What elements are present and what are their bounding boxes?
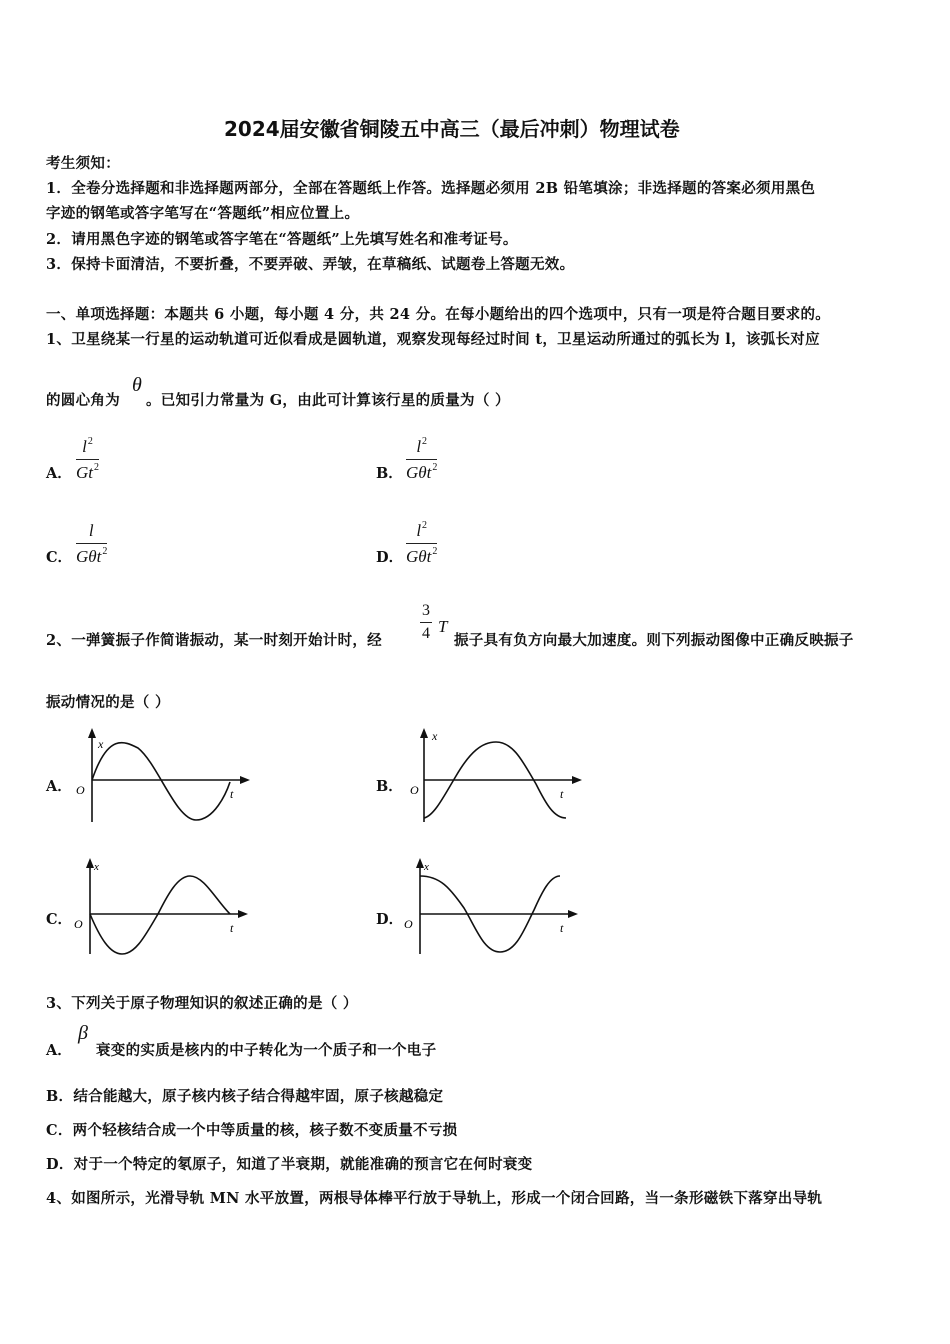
q2-fraction: 3 4	[422, 602, 430, 642]
graph-c-curve	[90, 876, 230, 954]
graph-d	[400, 858, 580, 958]
graph-c	[70, 858, 250, 958]
q3-option-a-label[interactable]: A．	[46, 1042, 72, 1059]
section-heading: 一、单项选择题：本题共 6 小题，每小题 4 分，共 24 分。在每小题给出的四个选项中，只有一项是符合题目要求的。	[46, 306, 831, 323]
graph-b	[404, 728, 584, 824]
q1-option-c-label[interactable]: C．	[46, 549, 73, 566]
q2-option-c-label[interactable]: C．	[46, 911, 73, 928]
q3-stem: 3、下列关于原子物理知识的叙述正确的是（ ）	[46, 995, 358, 1012]
notice-item: 1．全卷分选择题和非选择题两部分，全部在答题纸上作答。选择题必须用 2B 铅笔填涂；非选择题的答案必须用黑色	[46, 180, 816, 197]
graph-b-t-label: t	[560, 787, 564, 801]
q1-option-b-formula: $l^2$ Gθt$^2$	[406, 436, 438, 482]
theta-symbol: θ	[132, 374, 142, 396]
graph-a-curve	[92, 743, 230, 820]
notice-item: 2．请用黑色字迹的钢笔或答字笔在“答题纸”上先填写姓名和准考证号。	[46, 231, 518, 248]
q1-stem-line2-pre: 的圆心角为	[46, 392, 120, 409]
graph-d-t-arrow-icon	[568, 910, 578, 918]
graph-a-x-label: x	[98, 737, 104, 751]
graph-c-t-label: t	[230, 921, 234, 935]
graph-d-x-arrow-icon	[416, 858, 424, 868]
graph-a	[72, 728, 252, 824]
graph-c-x-label: x	[94, 861, 99, 873]
graph-c-t-arrow-icon	[238, 910, 248, 918]
graph-a-t-arrow-icon	[240, 776, 250, 784]
q1-option-a-label[interactable]: A．	[46, 465, 72, 482]
q2-option-d-label[interactable]: D．	[376, 911, 404, 928]
q1-option-d-formula: $l^2$ Gθt$^2$	[406, 520, 438, 566]
notice-item: 3．保持卡面清洁，不要折叠，不要弄破、弄皱，在草稿纸、试题卷上答题无效。	[46, 256, 575, 273]
graph-d-t-label: t	[560, 921, 564, 935]
q3-option-c[interactable]: C．两个轻核结合成一个中等质量的核，核子数不变质量不亏损	[46, 1122, 458, 1139]
q2-period-symbol: T	[438, 617, 448, 636]
graph-b-x-arrow-icon	[420, 728, 428, 738]
graph-d-origin-label: O	[404, 917, 413, 931]
graph-b-x-label: x	[432, 729, 438, 743]
q1-option-d-label[interactable]: D．	[376, 549, 404, 566]
q3-option-a-text: 衰变的实质是核内的中子转化为一个质子和一个电子	[96, 1042, 437, 1059]
graph-d-x-label: x	[424, 861, 429, 873]
graph-b-origin-label: O	[410, 783, 419, 797]
q3-option-b[interactable]: B．结合能越大，原子核内核子结合得越牢固，原子核越稳定	[46, 1088, 444, 1105]
q1-stem-line1: 1、卫星绕某一行星的运动轨道可近似看成是圆轨道，观察发现每经过时间 t，卫星运动所通过的弧长为 l，该弧长对应	[46, 331, 820, 348]
graph-a-origin-label: O	[76, 783, 85, 797]
q2-option-b-label[interactable]: B．	[376, 778, 403, 795]
q4-stem-line1: 4、如图所示，光滑导轨 MN 水平放置，两根导体棒平行放于导轨上，形成一个闭合回路，当一条形磁铁下落穿出导轨	[46, 1190, 823, 1207]
q2-stem-line1-pre: 2、一弹簧振子作简谐振动，某一时刻开始计时，经	[46, 632, 382, 649]
graph-c-origin-label: O	[74, 917, 83, 931]
graph-c-x-arrow-icon	[86, 858, 94, 868]
q1-option-c-formula: l Gθt$^2$	[76, 521, 108, 566]
page-title: 2024届安徽省铜陵五中高三（最后冲刺）物理试卷	[224, 117, 680, 141]
q1-stem-line2-post: 。已知引力常量为 G，由此可计算该行星的质量为（ ）	[146, 392, 510, 409]
notice-heading: 考生须知：	[46, 155, 120, 172]
q2-stem-line2: 振动情况的是（ ）	[46, 694, 170, 711]
q3-option-d[interactable]: D．对于一个特定的氡原子，知道了半衰期，就能准确的预言它在何时衰变	[46, 1156, 533, 1173]
notice-item: 字迹的钢笔或答字笔写在“答题纸”相应位置上。	[46, 205, 360, 222]
q2-stem-line1-post: 振子具有负方向最大加速度。则下列振动图像中正确反映振子	[454, 632, 854, 649]
beta-symbol: β	[78, 1022, 88, 1044]
q1-option-a-formula: $l^2$ Gt$^2$	[76, 436, 99, 482]
q1-option-b-label[interactable]: B．	[376, 465, 403, 482]
graph-b-t-arrow-icon	[572, 776, 582, 784]
q2-option-a-label[interactable]: A．	[46, 778, 72, 795]
graph-a-x-arrow-icon	[88, 728, 96, 738]
graph-a-t-label: t	[230, 787, 234, 801]
